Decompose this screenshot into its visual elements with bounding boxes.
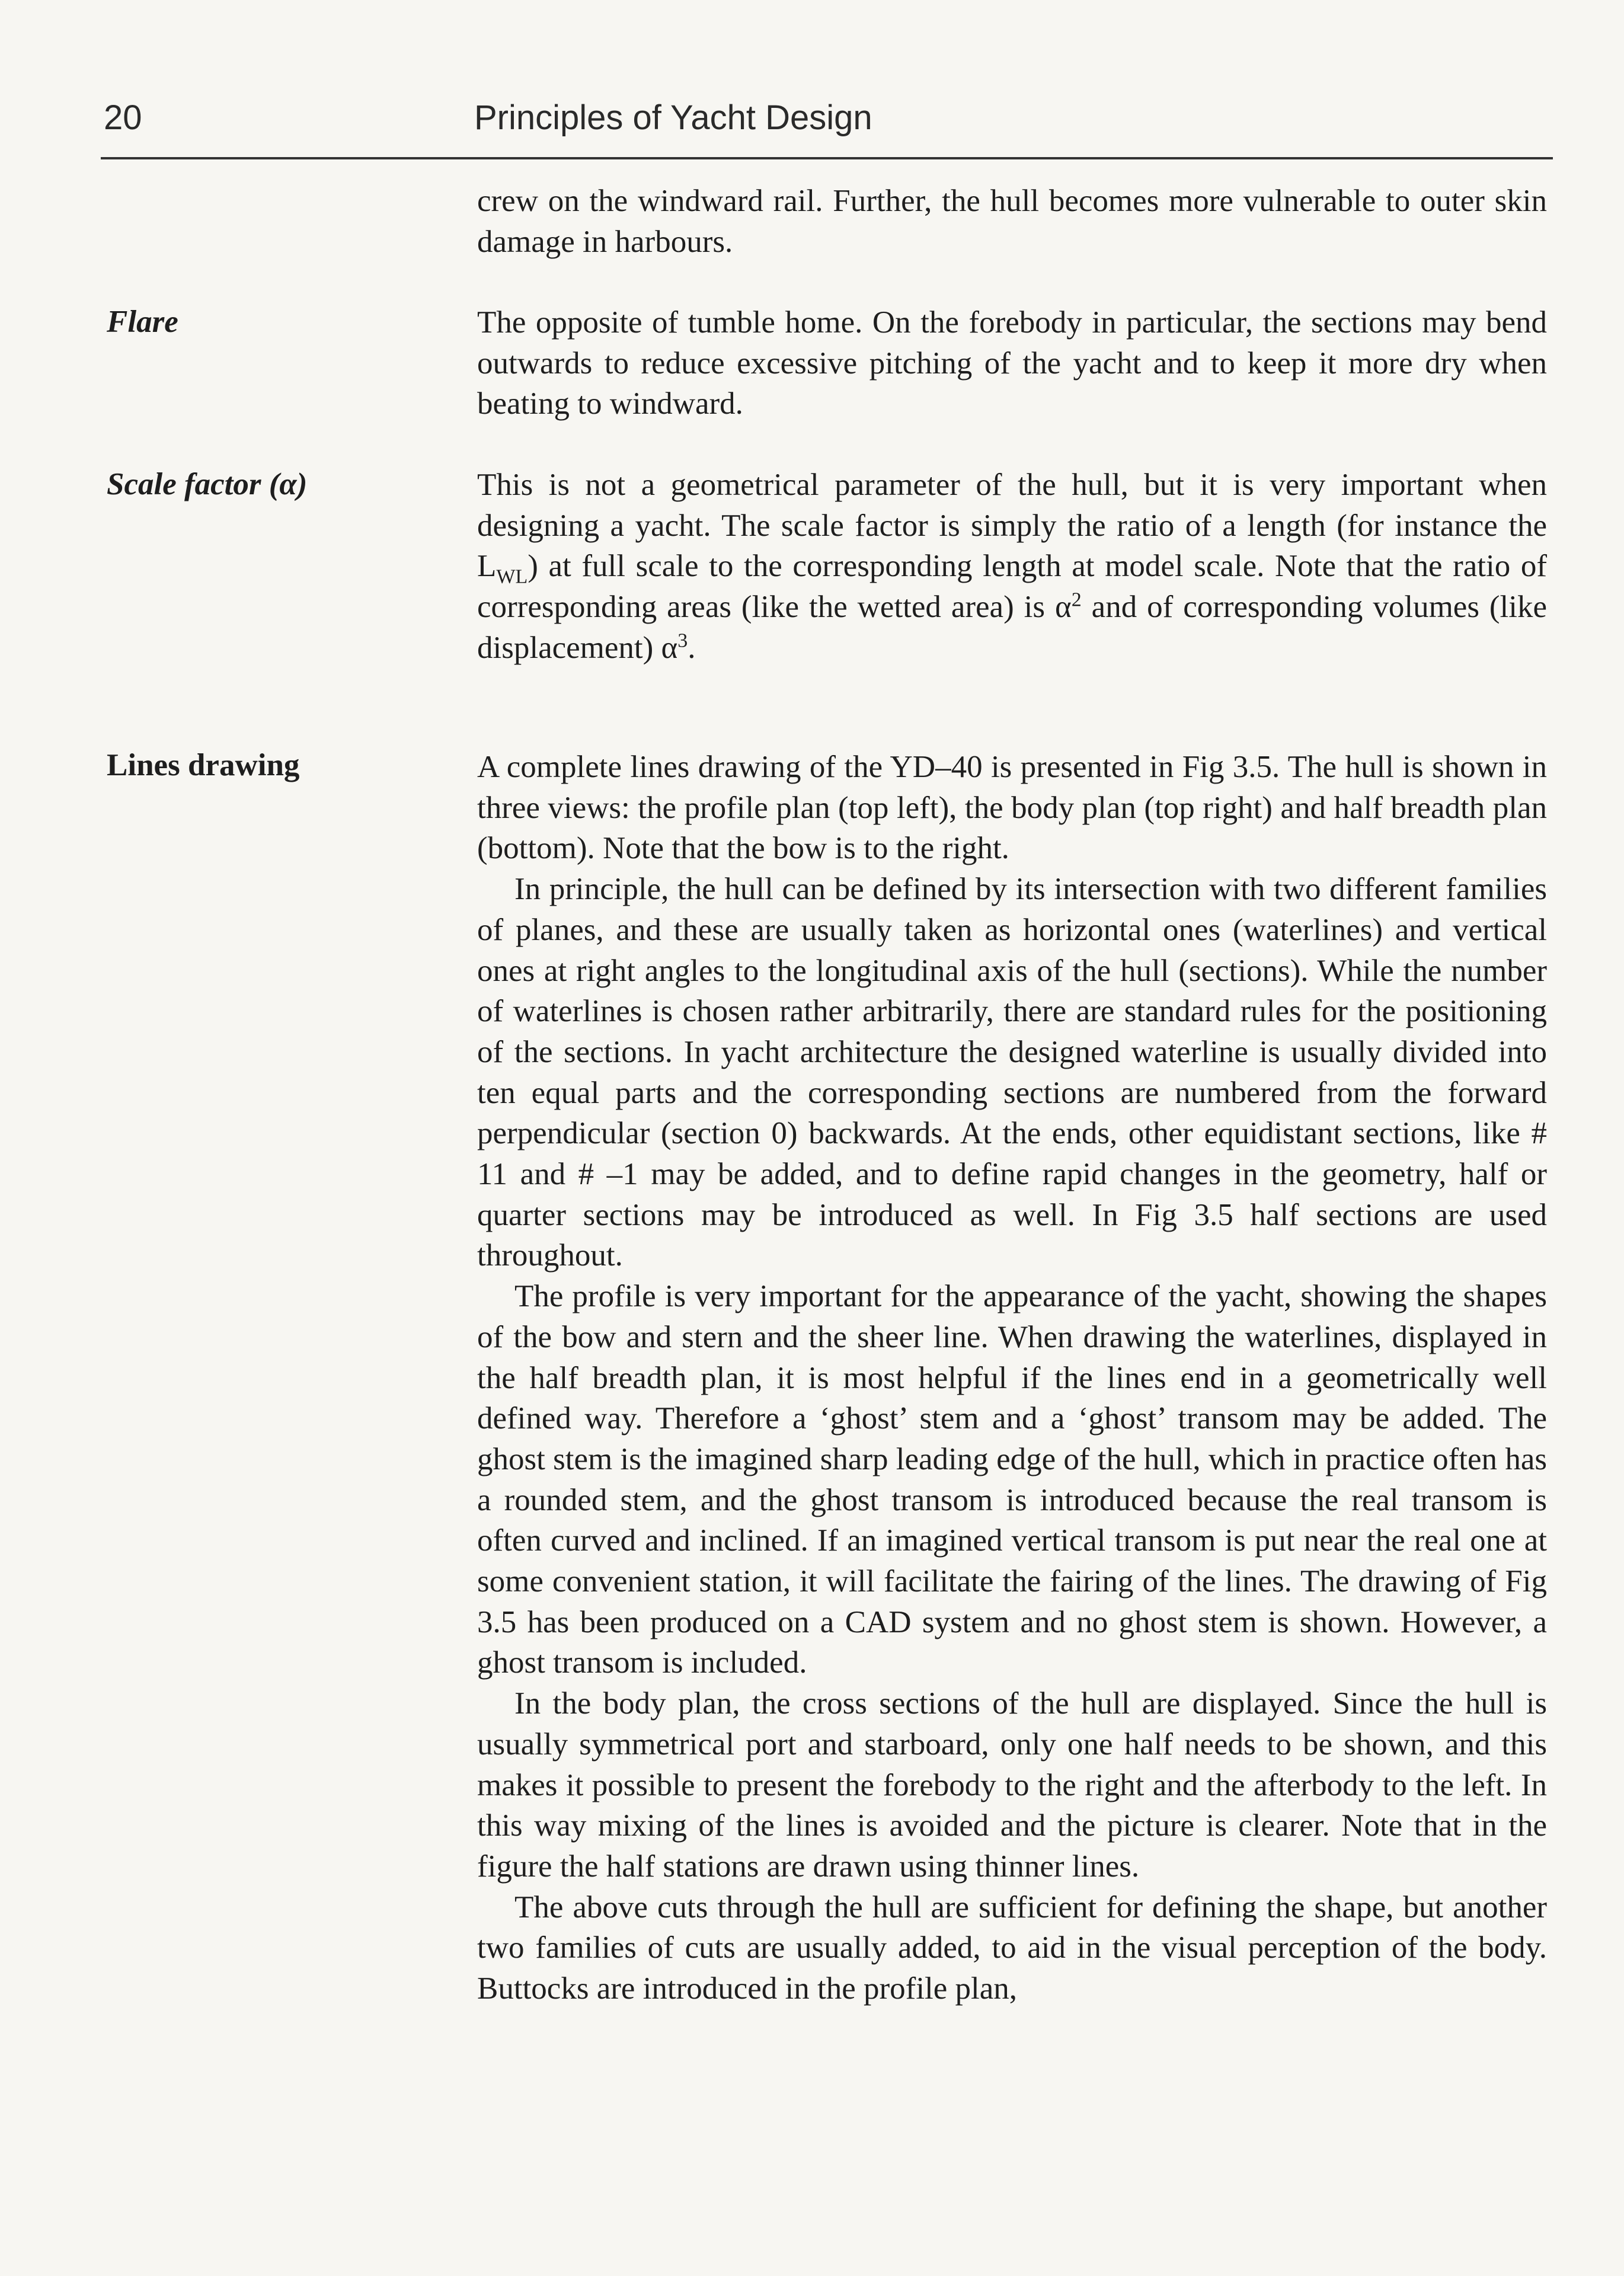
continuation-paragraph <box>477 181 1547 262</box>
term-lines-drawing: Lines drawing <box>107 748 300 782</box>
scale-text-b: ) at full scale to the corresponding length at model scale. Note that the ratio of corresponding areas (like the wetted area) is α <box>477 549 1547 625</box>
scale-text-d: . <box>688 630 696 665</box>
lwl-subscript: WL <box>496 566 528 588</box>
page-number: 20 <box>104 98 142 137</box>
running-title: Principles of Yacht Design <box>474 98 872 137</box>
scale-text-a: This is not a geometrical parameter of the hull, but it is very important when designing a yacht. The scale factor is simply the ratio of a length (for instance the L <box>477 468 1547 584</box>
scale-factor-definition <box>477 465 1547 669</box>
flare-text: The opposite of tumble home. On the forebody in particular, the sections may bend outwards to reduce excessive pitching of the yacht and to keep it more dry when beating to windward. <box>477 305 1547 421</box>
lines-paragraph-5: The above cuts through the hull are sufficient for defining the shape, but another two families of cuts are usually added, to aid in the visual perception of the body. Buttocks are introduced in the profile plan, <box>477 1890 1547 2006</box>
area-exponent: 2 <box>1071 589 1082 611</box>
header-rule <box>101 157 1553 159</box>
lines-paragraph-4: In the body plan, the cross sections of the hull are displayed. Since the hull is usually symmetrical port and starboard, only one half needs to be shown, and this makes it possible to present the forebody to the right and the afterbody to the left. In this way mixing of the lines is avoided and the picture is clearer. Note that in the figure the half stations are drawn using thinner lines. <box>477 1686 1547 1884</box>
volume-exponent: 3 <box>677 629 688 652</box>
term-flare: Flare <box>107 305 178 339</box>
running-head <box>101 89 1553 154</box>
term-scale-factor: Scale factor (α) <box>107 467 308 501</box>
scale-factor-text <box>477 465 1547 669</box>
lines-drawing-section <box>477 747 1547 2009</box>
lines-paragraph-3: The profile is very important for the appearance of the yacht, showing the shapes of the bow and stern and the sheer line. When drawing the waterlines, displayed in the half breadth plan, it is most helpful if the lines end in a geometrically well defined way. Therefore a ‘ghost’ stem and a ‘ghost’ transom may be added. The ghost stem is the imagined sharp leading edge of the hull, which in practice often has a rounded stem, and the ghost transom is introduced because the real transom is often curved and inclined. If an imagined vertical transom is put near the real one at some convenient station, it will facilitate the fairing of the lines. The drawing of Fig 3.5 has been produced on a CAD system and no ghost stem is shown. However, a ghost transom is included. <box>477 1279 1547 1680</box>
flare-definition <box>477 302 1547 424</box>
lines-paragraph-2: In principle, the hull can be defined by its intersection with two different families of planes, and these are usually taken as horizontal ones (waterlines) and vertical ones at right angles to the longitudinal axis of the hull (sections). While the number of waterlines is chosen rather arbitrarily, there are standard rules for the positioning of the sections. In yacht architecture the designed waterline is usually divided into ten equal parts and the corresponding sections are numbered from the forward perpendicular (section 0) backwards. At the ends, other equidistant sections, like # 11 and # –1 may be added, and to define rapid changes in the geometry, half or quarter sections may be introduced as well. In Fig 3.5 half sections are used throughout. <box>477 872 1547 1273</box>
lines-paragraph-1: A complete lines drawing of the YD–40 is presented in Fig 3.5. The hull is shown in three views: the profile plan (top left), the body plan (top right) and half breadth plan (bottom). Note that the bow is to the right. <box>477 750 1547 866</box>
scale-text-c: and of corresponding volumes (like displacement) α <box>477 590 1548 665</box>
continuation-text: crew on the windward rail. Further, the hull becomes more vulnerable to outer skin damage in harbours. <box>477 184 1547 259</box>
